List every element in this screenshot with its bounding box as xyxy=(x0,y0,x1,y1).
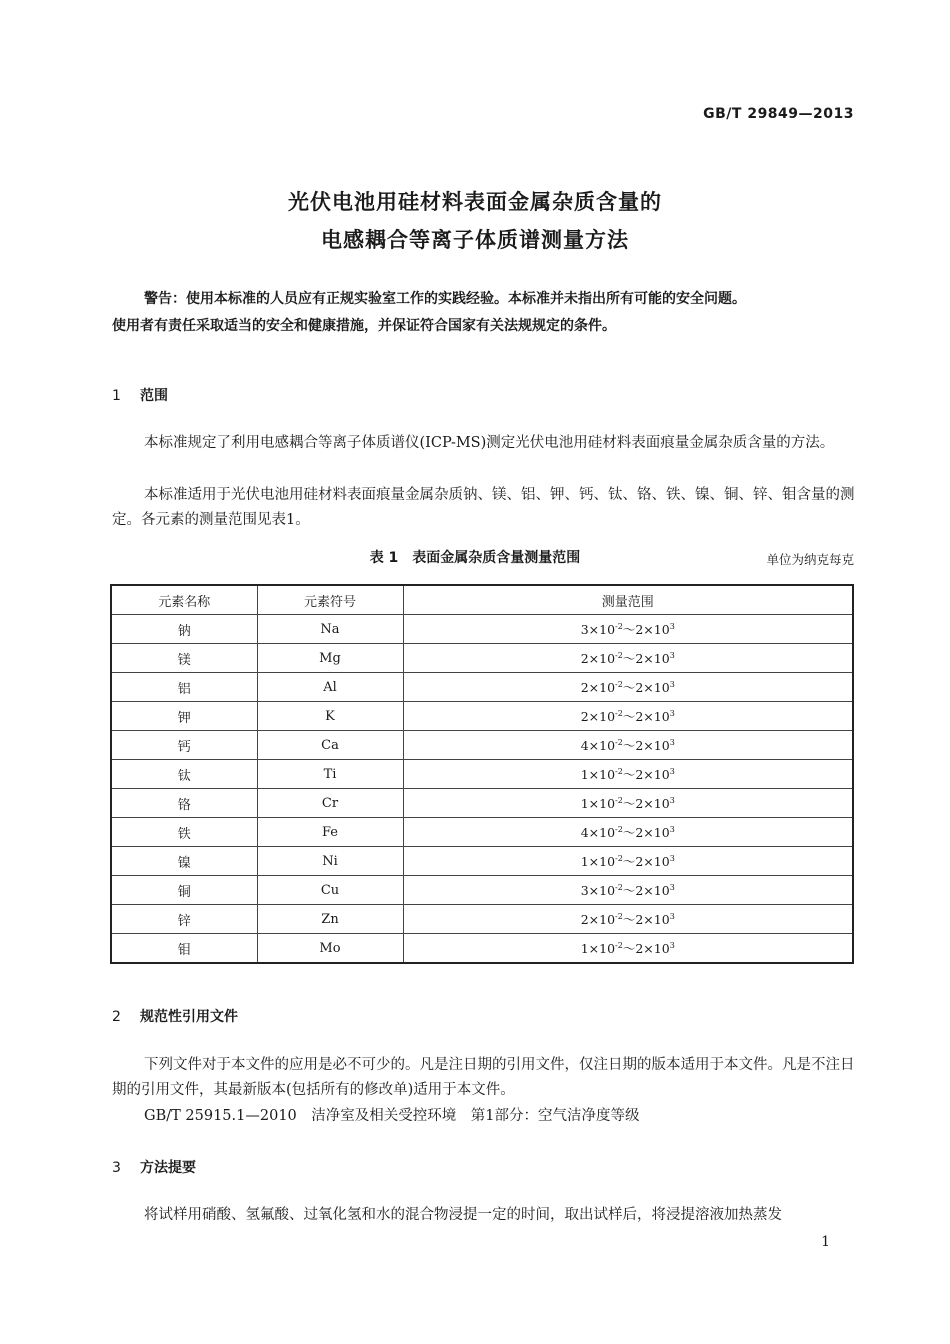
measurement-range-cell xyxy=(403,702,853,731)
range-upper-exponent: 3 xyxy=(669,796,675,805)
page-number: 1 xyxy=(821,1234,830,1250)
range-times-ten: ×10 xyxy=(588,651,616,666)
range-lower-coefficient: 2 xyxy=(580,651,589,666)
element-name-cell: 锌 xyxy=(111,905,257,934)
range-lower-exponent: -2 xyxy=(615,709,623,718)
range-separator: ～ xyxy=(622,883,636,898)
section-2-heading xyxy=(112,1006,238,1026)
table-row xyxy=(111,673,853,702)
section-3-number: 3 xyxy=(112,1160,121,1176)
range-lower-coefficient: 3 xyxy=(580,883,589,898)
range-lower-exponent: -2 xyxy=(615,854,623,863)
table-row xyxy=(111,615,853,644)
measurement-range-table xyxy=(110,584,854,964)
range-lower-coefficient: 2 xyxy=(580,912,589,927)
range-times-ten: ×10 xyxy=(588,854,616,869)
section-1-paragraph-1: 本标准规定了利用电感耦合等离子体质谱仪(ICP-MS)测定光伏电池用硅材料表面痕量金属杂质含量的方法。 xyxy=(144,435,835,451)
range-times-ten: ×10 xyxy=(588,883,616,898)
range-separator: ～ xyxy=(622,738,636,753)
element-name-cell: 镁 xyxy=(111,644,257,673)
range-lower-exponent: -2 xyxy=(615,738,623,747)
table-row xyxy=(111,934,853,964)
element-symbol-cell: Cr xyxy=(257,789,403,818)
element-symbol-cell: Ni xyxy=(257,847,403,876)
range-times-ten: ×10 xyxy=(588,680,616,695)
table-row xyxy=(111,818,853,847)
section-2-reference: GB/T 25915.1—2010 洁净室及相关受控环境 第1部分：空气洁净度等级 xyxy=(144,1108,640,1124)
section-1-paragraph-2: 本标准适用于光伏电池用硅材料表面痕量金属杂质钠、镁、铝、钾、钙、钛、铬、铁、镍、铜、锌、钼含量的测定。各元素的测量范围见表1。 xyxy=(112,487,855,528)
measurement-range-cell xyxy=(403,760,853,789)
range-separator: ～ xyxy=(622,854,636,869)
range-upper-base: 2×10 xyxy=(635,941,670,956)
document-title-line-2: 电感耦合等离子体质谱测量方法 xyxy=(321,228,629,252)
section-2-number: 2 xyxy=(112,1009,121,1025)
element-symbol-cell: Cu xyxy=(257,876,403,905)
document-title-line-1: 光伏电池用硅材料表面金属杂质含量的 xyxy=(288,190,662,214)
element-name-cell: 铝 xyxy=(111,673,257,702)
range-upper-base: 2×10 xyxy=(635,883,670,898)
range-times-ten: ×10 xyxy=(588,825,616,840)
range-lower-exponent: -2 xyxy=(615,941,623,950)
range-upper-exponent: 3 xyxy=(669,709,675,718)
range-upper-base: 2×10 xyxy=(635,912,670,927)
element-symbol-cell: Ti xyxy=(257,760,403,789)
range-separator: ～ xyxy=(622,651,636,666)
table-row xyxy=(111,876,853,905)
table-row xyxy=(111,644,853,673)
element-name-cell: 铬 xyxy=(111,789,257,818)
range-upper-base: 2×10 xyxy=(635,825,670,840)
table-1-unit: 单位为纳克每克 xyxy=(766,552,854,567)
element-symbol-cell: Al xyxy=(257,673,403,702)
section-3-paragraph-1: 将试样用硝酸、氢氟酸、过氧化氢和水的混合物浸提一定的时间，取出试样后，将浸提溶液加热蒸发 xyxy=(144,1207,782,1223)
element-name-cell: 钾 xyxy=(111,702,257,731)
range-upper-base: 2×10 xyxy=(635,709,670,724)
section-1-number: 1 xyxy=(112,388,121,404)
range-times-ten: ×10 xyxy=(588,738,616,753)
element-symbol-cell: Na xyxy=(257,615,403,644)
warning-line-1: 警告：使用本标准的人员应有正规实验室工作的实践经验。本标准并未指出所有可能的安全问题。 xyxy=(144,291,746,307)
range-separator: ～ xyxy=(622,796,636,811)
range-lower-exponent: -2 xyxy=(615,767,623,776)
table-1-caption: 表 1 表面金属杂质含量测量范围 xyxy=(369,550,581,566)
table-header-row xyxy=(111,585,853,615)
range-upper-exponent: 3 xyxy=(669,622,675,631)
measurement-range-cell xyxy=(403,847,853,876)
range-lower-coefficient: 1 xyxy=(580,796,589,811)
range-separator: ～ xyxy=(622,825,636,840)
table-row xyxy=(111,702,853,731)
range-upper-exponent: 3 xyxy=(669,825,675,834)
table-row xyxy=(111,789,853,818)
measurement-range-cell xyxy=(403,905,853,934)
element-name-cell: 钼 xyxy=(111,934,257,964)
element-symbol-cell: K xyxy=(257,702,403,731)
table-row xyxy=(111,905,853,934)
section-3-heading xyxy=(112,1157,196,1177)
element-symbol-cell: Mo xyxy=(257,934,403,964)
range-times-ten: ×10 xyxy=(588,709,616,724)
header-element-symbol: 元素符号 xyxy=(257,585,403,615)
measurement-range-cell xyxy=(403,818,853,847)
range-lower-coefficient: 4 xyxy=(580,825,589,840)
range-lower-exponent: -2 xyxy=(615,825,623,834)
range-times-ten: ×10 xyxy=(588,941,616,956)
range-lower-coefficient: 2 xyxy=(580,709,589,724)
range-times-ten: ×10 xyxy=(588,767,616,782)
range-lower-coefficient: 3 xyxy=(580,622,589,637)
range-lower-coefficient: 1 xyxy=(580,854,589,869)
element-symbol-cell: Ca xyxy=(257,731,403,760)
element-name-cell: 铜 xyxy=(111,876,257,905)
section-1-title: 范围 xyxy=(140,388,168,404)
range-lower-exponent: -2 xyxy=(615,883,623,892)
section-2-paragraph-1: 下列文件对于本文件的应用是必不可少的。凡是注日期的引用文件，仅注日期的版本适用于本文件。凡是不注日期的引用文件，其最新版本(包括所有的修改单)适用于本文件。 xyxy=(112,1057,855,1098)
measurement-range-cell xyxy=(403,934,853,964)
range-upper-exponent: 3 xyxy=(669,680,675,689)
range-lower-coefficient: 1 xyxy=(580,767,589,782)
range-times-ten: ×10 xyxy=(588,796,616,811)
measurement-range-cell xyxy=(403,644,853,673)
measurement-range-cell xyxy=(403,615,853,644)
range-times-ten: ×10 xyxy=(588,912,616,927)
section-1-heading xyxy=(112,385,168,405)
range-separator: ～ xyxy=(622,680,636,695)
measurement-range-cell xyxy=(403,731,853,760)
measurement-range-cell xyxy=(403,673,853,702)
range-separator: ～ xyxy=(622,941,636,956)
range-separator: ～ xyxy=(622,767,636,782)
range-lower-exponent: -2 xyxy=(615,796,623,805)
range-lower-exponent: -2 xyxy=(615,912,623,921)
element-name-cell: 钛 xyxy=(111,760,257,789)
element-name-cell: 镍 xyxy=(111,847,257,876)
header-measurement-range: 测量范围 xyxy=(403,585,853,615)
header-element-name: 元素名称 xyxy=(111,585,257,615)
measurement-range-cell xyxy=(403,876,853,905)
section-2-title: 规范性引用文件 xyxy=(140,1009,238,1025)
range-upper-exponent: 3 xyxy=(669,912,675,921)
range-lower-exponent: -2 xyxy=(615,622,623,631)
element-name-cell: 钙 xyxy=(111,731,257,760)
range-upper-exponent: 3 xyxy=(669,854,675,863)
range-upper-base: 2×10 xyxy=(635,622,670,637)
range-lower-coefficient: 1 xyxy=(580,941,589,956)
range-upper-exponent: 3 xyxy=(669,651,675,660)
range-times-ten: ×10 xyxy=(588,622,616,637)
element-name-cell: 铁 xyxy=(111,818,257,847)
range-upper-base: 2×10 xyxy=(635,680,670,695)
element-symbol-cell: Fe xyxy=(257,818,403,847)
table-row xyxy=(111,731,853,760)
element-name-cell: 钠 xyxy=(111,615,257,644)
warning-line-2: 使用者有责任采取适当的安全和健康措施，并保证符合国家有关法规规定的条件。 xyxy=(112,318,616,334)
standard-code: GB/T 29849—2013 xyxy=(703,106,854,122)
section-3-title: 方法提要 xyxy=(140,1160,196,1176)
range-separator: ～ xyxy=(622,912,636,927)
range-separator: ～ xyxy=(622,709,636,724)
range-upper-exponent: 3 xyxy=(669,738,675,747)
measurement-range-cell xyxy=(403,789,853,818)
range-lower-exponent: -2 xyxy=(615,651,623,660)
range-lower-coefficient: 2 xyxy=(580,680,589,695)
range-upper-base: 2×10 xyxy=(635,738,670,753)
range-upper-base: 2×10 xyxy=(635,796,670,811)
element-symbol-cell: Zn xyxy=(257,905,403,934)
range-lower-exponent: -2 xyxy=(615,680,623,689)
table-row xyxy=(111,760,853,789)
table-row xyxy=(111,847,853,876)
range-upper-base: 2×10 xyxy=(635,651,670,666)
range-lower-coefficient: 4 xyxy=(580,738,589,753)
element-symbol-cell: Mg xyxy=(257,644,403,673)
range-separator: ～ xyxy=(622,622,636,637)
range-upper-exponent: 3 xyxy=(669,767,675,776)
range-upper-base: 2×10 xyxy=(635,854,670,869)
range-upper-base: 2×10 xyxy=(635,767,670,782)
range-upper-exponent: 3 xyxy=(669,941,675,950)
range-upper-exponent: 3 xyxy=(669,883,675,892)
warning-notice xyxy=(112,286,857,340)
